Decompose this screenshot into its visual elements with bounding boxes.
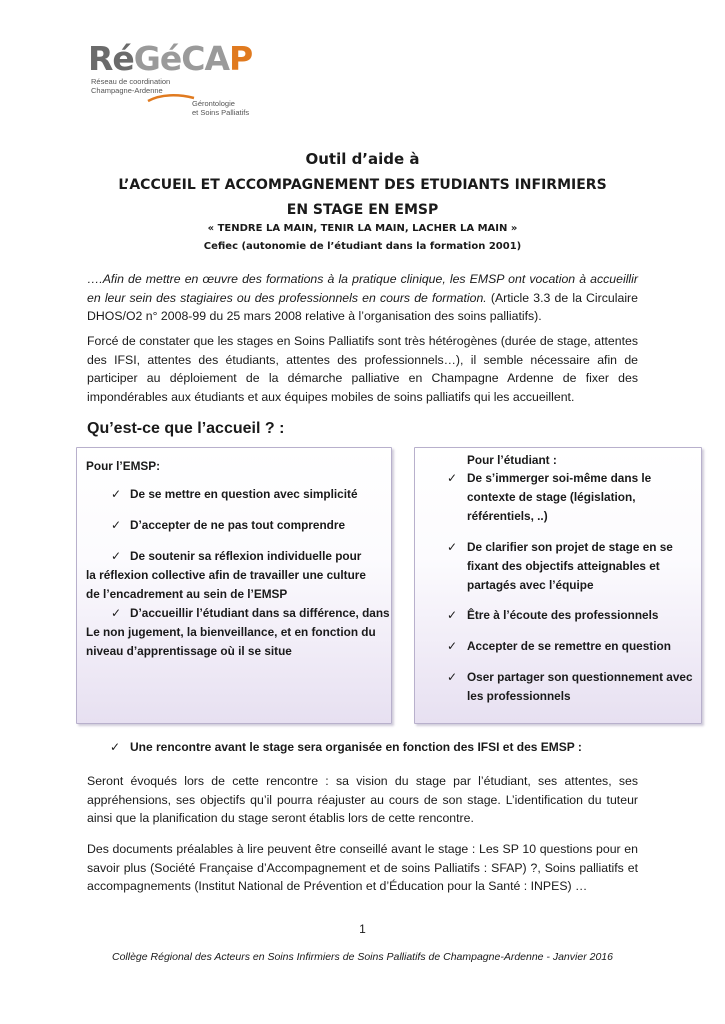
title-line-2: L’ACCUEIL ET ACCOMPAGNEMENT DES ETUDIANTS INFIRMIERS <box>118 177 607 193</box>
emsp-item-2: D’accepter de ne pas tout comprendre <box>130 518 346 532</box>
intro-paragraph <box>87 270 638 326</box>
emsp-item-4-line-2: Le non jugement, la bienveillance, et en fonction du <box>86 625 376 639</box>
check-icon: ✓ <box>447 471 458 485</box>
title-line-1: Outil d’aide à <box>305 150 420 168</box>
documents-paragraph: Des documents préalables à lire peuvent être conseillé avant le stage : Les SP 10 questions pour en savoir plus (Société Française d’Accompagnement et de soins Palliatifs : SFAP) ?, Soins palliatifs et accompagnements (Institut National de Prévention et d’Éducation pour la Santé : INPES) … <box>87 842 638 893</box>
regecap-logo <box>88 39 258 120</box>
emsp-item-3-line-1: De soutenir sa réflexion individuelle pour <box>130 549 362 563</box>
logo-wordmark: RéGéCAP <box>88 39 253 78</box>
student-box-title: Pour l’étudiant : <box>467 453 557 467</box>
section-heading: Qu’est-ce que l’accueil ? : <box>87 420 285 437</box>
student-item-2-line-3: partagés avec l’équipe <box>467 578 594 592</box>
page-footer: Collège Régional des Acteurs en Soins Infirmiers de Soins Palliatifs de Champagne-Ardenne - Janvier 2016 <box>112 951 613 963</box>
student-item-1-line-1: De s’immerger soi-même dans le <box>467 471 652 485</box>
logo-tagline: Gérontologie et Soins Palliatifs <box>192 99 250 117</box>
emsp-box <box>76 447 392 724</box>
title-motto: « TENDRE LA MAIN, TENIR LA MAIN, LACHER LA MAIN » <box>207 223 518 234</box>
check-icon: ✓ <box>447 540 458 554</box>
logo-swoosh-icon <box>146 92 196 104</box>
check-icon: ✓ <box>110 740 121 754</box>
title-source: Cefiec (autonomie de l’étudiant dans la formation 2001) <box>203 241 522 252</box>
title-line-3: EN STAGE EN EMSP <box>286 202 439 218</box>
meeting-paragraph: Seront évoqués lors de cette rencontre : sa vision du stage par l’étudiant, ses attentes, ses appréhensions, ses objectifs qu’il pourra réajuster au cours de son stage. L’identification du tuteur ainsi que la planification du stage seront établis lors de cette rencontre. <box>87 774 638 825</box>
student-item-3: Être à l’écoute des professionnels <box>467 608 659 622</box>
emsp-item-4-line-1: D’accueillir l’étudiant dans sa différence, dans <box>130 606 390 620</box>
student-item-5-line-2: les professionnels <box>467 689 571 703</box>
page-number: 1 <box>359 922 366 936</box>
check-icon: ✓ <box>111 606 122 620</box>
logo-subtitle: Réseau de coordination Champagne-Ardenne <box>91 77 171 95</box>
student-box <box>414 447 702 724</box>
intro-italic: ….Afin de mettre en œuvre des formations à la pratique clinique, les EMSP ont vocation à accueillir en leur sein des stagiaires ou des professionnels en cours de formation. <box>87 272 638 305</box>
check-icon: ✓ <box>447 639 458 653</box>
student-item-1-line-2: contexte de stage (législation, <box>467 490 636 504</box>
student-item-5-line-1: Oser partager son questionnement avec <box>467 670 693 684</box>
context-paragraph: Forcé de constater que les stages en Soins Palliatifs sont très hétérogènes (durée de stage, attentes des IFSI, attentes des étudiants, attentes des professionnels…), il semble nécessaire afin de participer au déploiement de la démarche palliative en Champagne Ardenne de fixer des impondérables aux étudiants et aux équipes mobiles de soins palliatifs qui les accueillent. <box>87 334 638 404</box>
student-item-1-line-3: référentiels, ..) <box>467 509 548 523</box>
check-icon: ✓ <box>111 487 122 501</box>
check-icon: ✓ <box>447 608 458 622</box>
meeting-bullet: Une rencontre avant le stage sera organisée en fonction des IFSI et des EMSP : <box>130 740 582 754</box>
student-item-4: Accepter de se remettre en question <box>467 639 671 653</box>
emsp-item-4-line-3: niveau d’apprentissage où il se situe <box>86 644 292 658</box>
intro-reference: (Article 3.3 de la Circulaire DHOS/O2 n° 2008-99 du 25 mars 2008 relative à l’organisation des soins palliatifs). <box>87 290 638 323</box>
emsp-item-3-line-3: de l’encadrement au sein de l’EMSP <box>86 587 288 601</box>
student-item-2-line-1: De clarifier son projet de stage en se <box>467 540 673 554</box>
student-item-2-line-2: fixant des objectifs atteignables et <box>467 559 660 573</box>
emsp-item-1: De se mettre en question avec simplicité <box>130 487 358 501</box>
emsp-box-title: Pour l’EMSP: <box>86 459 161 473</box>
check-icon: ✓ <box>447 670 458 684</box>
check-icon: ✓ <box>111 518 122 532</box>
emsp-item-3-line-2: la réflexion collective afin de travailler une culture <box>86 568 366 582</box>
check-icon: ✓ <box>111 549 122 563</box>
